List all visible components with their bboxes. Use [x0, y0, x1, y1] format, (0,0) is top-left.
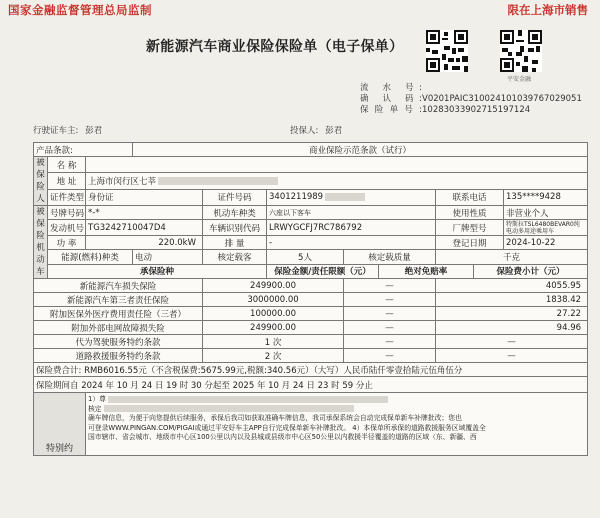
coverage-premium: —: [436, 335, 588, 349]
premium-total: 保险费合计: RMB6016.55元（不含税保费:5675.99元,税额:340.56元）（大写）人民币陆仟零壹拾陆元伍角伍分: [34, 363, 588, 377]
redacted-block: [158, 177, 278, 185]
confirm-value: V0201PAIC310024101039767029051: [422, 94, 582, 104]
coverage-premium: 27.22: [436, 307, 588, 321]
coverage-type: 道路救援服务特约条款: [34, 349, 203, 363]
coverage-row: [34, 335, 588, 349]
insurance-period: 保险期间自 2024 年 10 月 24 日 19 时 30 分起至 2025 年 10 月 24 日 23 时 59 分止: [34, 377, 588, 393]
coverage-amount-header: 保险金额/责任限额（元）: [267, 264, 379, 278]
applicant-value: 彭君: [325, 126, 343, 136]
coverage-type-header: 承保险种: [48, 264, 267, 278]
coverage-row: [34, 321, 588, 335]
coverage-amount: 1 次: [203, 335, 344, 349]
vehicle-engine-row: [34, 220, 588, 235]
energy-value: 电动: [133, 250, 203, 264]
special-line-1: 1）尊: [88, 395, 106, 403]
displacement-label: 排 量: [203, 235, 267, 249]
power-value: 220.0kW: [86, 235, 203, 249]
coverage-row: [34, 293, 588, 307]
insured-address-label: 地 址: [48, 173, 86, 189]
coverage-deductible: —: [344, 349, 436, 363]
coverage-amount: 100000.00: [203, 307, 344, 321]
coverage-amount: 3000000.00: [203, 293, 344, 307]
usage-value: 非营业个人: [504, 206, 588, 220]
special-terms-row: [34, 393, 588, 456]
coverage-type: 代为驾驶服务特约条款: [34, 335, 203, 349]
redacted-block: [108, 396, 388, 403]
coverage-deductible: —: [344, 307, 436, 321]
redacted-block: [104, 405, 354, 412]
id-number-value: 3401211989: [269, 192, 324, 203]
total-row: [34, 363, 588, 377]
license-holder-value: 彭君: [85, 126, 103, 136]
coverage-amount: 249900.00: [203, 321, 344, 335]
engine-label: 发动机号: [48, 220, 86, 235]
vehicle-type-value: 六座以下客车: [267, 206, 436, 220]
product-row: [34, 143, 588, 157]
qr-code-icon: [500, 30, 542, 72]
plate-value: *-*: [86, 206, 203, 220]
coverage-deductible: —: [344, 293, 436, 307]
id-type-value: 身份证: [86, 189, 203, 205]
coverage-premium: 1838.42: [436, 293, 588, 307]
model-label: 厂牌型号: [436, 220, 504, 235]
coverage-premium: —: [436, 349, 588, 363]
vin-label: 车辆识别代码: [203, 220, 267, 235]
coverage-deductible-header: 绝对免赔率: [379, 264, 474, 278]
usage-label: 使用性质: [436, 206, 504, 220]
load-label: 核定载质量: [344, 250, 436, 264]
energy-label: 能源(燃料)种类: [48, 250, 133, 264]
seats-label: 核定载客: [203, 250, 267, 264]
seats-value: 5人: [267, 250, 344, 264]
special-line-3: 确车牌信息，为便于向您提供后续服务，承保后我司如获取准确车牌信息，我司承保系统会自动完成保单新车补牌批改；您也: [88, 414, 462, 423]
coverage-row: [34, 279, 588, 293]
regulator-text: 国家金融监督管理总局监制: [8, 3, 152, 17]
id-number-label: 证件号码: [203, 189, 267, 205]
model-value: 特斯拉TSL6480BEVAR0纯电动多用途乘用车: [504, 220, 588, 235]
coverage-premium: 94.96: [436, 321, 588, 335]
insured-name-value: [86, 157, 588, 173]
special-line-2: 核定: [88, 404, 102, 413]
coverage-premium-header: 保险费小计（元）: [474, 264, 588, 278]
special-line-5: 国市辖市、省会城市、地级市中心区100公里以内以及县城或县级市中心区50公里以内救援半径覆盖的道路的区域（东、新疆、西: [88, 433, 477, 442]
reg-date-label: 登记日期: [436, 235, 504, 249]
license-holder: [33, 124, 102, 136]
power-label: 功 率: [48, 235, 86, 249]
insured-address-value: 上海市闵行区七莘: [88, 176, 157, 187]
coverage-type: 附加外部电网故障损失险: [34, 321, 203, 335]
vehicle-plate-row: [34, 206, 588, 220]
document-title: 新能源汽车商业保险保险单（电子保单）: [146, 39, 404, 55]
vehicle-section-label: 被保险机动车: [34, 206, 48, 279]
engine-value: TG3242710047D4: [86, 220, 203, 235]
id-type-label: 证件类型: [48, 189, 86, 205]
special-terms-text: [86, 393, 588, 456]
plate-label: 号牌号码: [48, 206, 86, 220]
phone-label: 联系电话: [436, 189, 504, 205]
coverage-amount: 2 次: [203, 349, 344, 363]
product-value: 商业保险示范条款（试行）: [133, 143, 588, 157]
coverage-row: [34, 349, 588, 363]
coverage-type: 新能源汽车损失保险: [34, 279, 203, 293]
vin-value: LRWYGCFJ7RC786792: [267, 220, 436, 235]
qr-code-icon: [426, 30, 468, 72]
redacted-block: [325, 193, 365, 201]
phone-value: 135****9428: [504, 189, 588, 205]
coverage-row: [34, 307, 588, 321]
special-line-4: 可登录WWW.PINGAN.COM/PIGAI或通过平安好车主APP自行完成保单新车补牌批改。 4）本保单所承保的道路救援服务区域覆盖全: [88, 423, 486, 432]
policy-number-label: 保险单号:: [360, 105, 422, 115]
policy-number-value: 10283033902715197124: [422, 105, 531, 115]
policy-info: [360, 83, 582, 116]
policy-table: [33, 142, 588, 456]
coverage-deductible: —: [344, 279, 436, 293]
reg-date-value: 2024-10-22: [504, 235, 588, 249]
coverage-deductible: —: [344, 321, 436, 335]
insured-id-row: [34, 189, 588, 205]
special-terms-label: 特别约: [34, 393, 86, 456]
coverage-type: 新能源汽车第三者责任保险: [34, 293, 203, 307]
insured-section-label: 被保险人: [34, 157, 48, 206]
region-text: 限在上海市销售: [507, 3, 588, 17]
applicant-label: 投保人:: [290, 126, 319, 136]
qr-caption: 平安金融: [507, 76, 532, 83]
period-row: [34, 377, 588, 393]
coverage-premium: 4055.95: [436, 279, 588, 293]
load-value: 千克: [436, 250, 588, 264]
displacement-value: -: [267, 235, 436, 249]
confirm-label: 确 认 码:: [360, 94, 422, 104]
applicant: [290, 124, 342, 136]
vehicle-power-row: [34, 235, 588, 249]
license-holder-label: 行驶证车主:: [33, 126, 79, 136]
serial-label: 流 水 号:: [360, 83, 422, 93]
coverage-type: 附加医保外医疗费用责任险（三者）: [34, 307, 203, 321]
vehicle-type-label: 机动车种类: [203, 206, 267, 220]
insured-address-row: [34, 173, 588, 189]
coverage-header-row: [34, 264, 588, 278]
coverage-deductible: —: [344, 335, 436, 349]
insured-name-label: 名 称: [48, 157, 86, 173]
vehicle-energy-row: [34, 250, 588, 264]
product-label: 产品条款:: [34, 143, 133, 157]
coverage-amount: 249900.00: [203, 279, 344, 293]
insured-name-row: [34, 157, 588, 173]
